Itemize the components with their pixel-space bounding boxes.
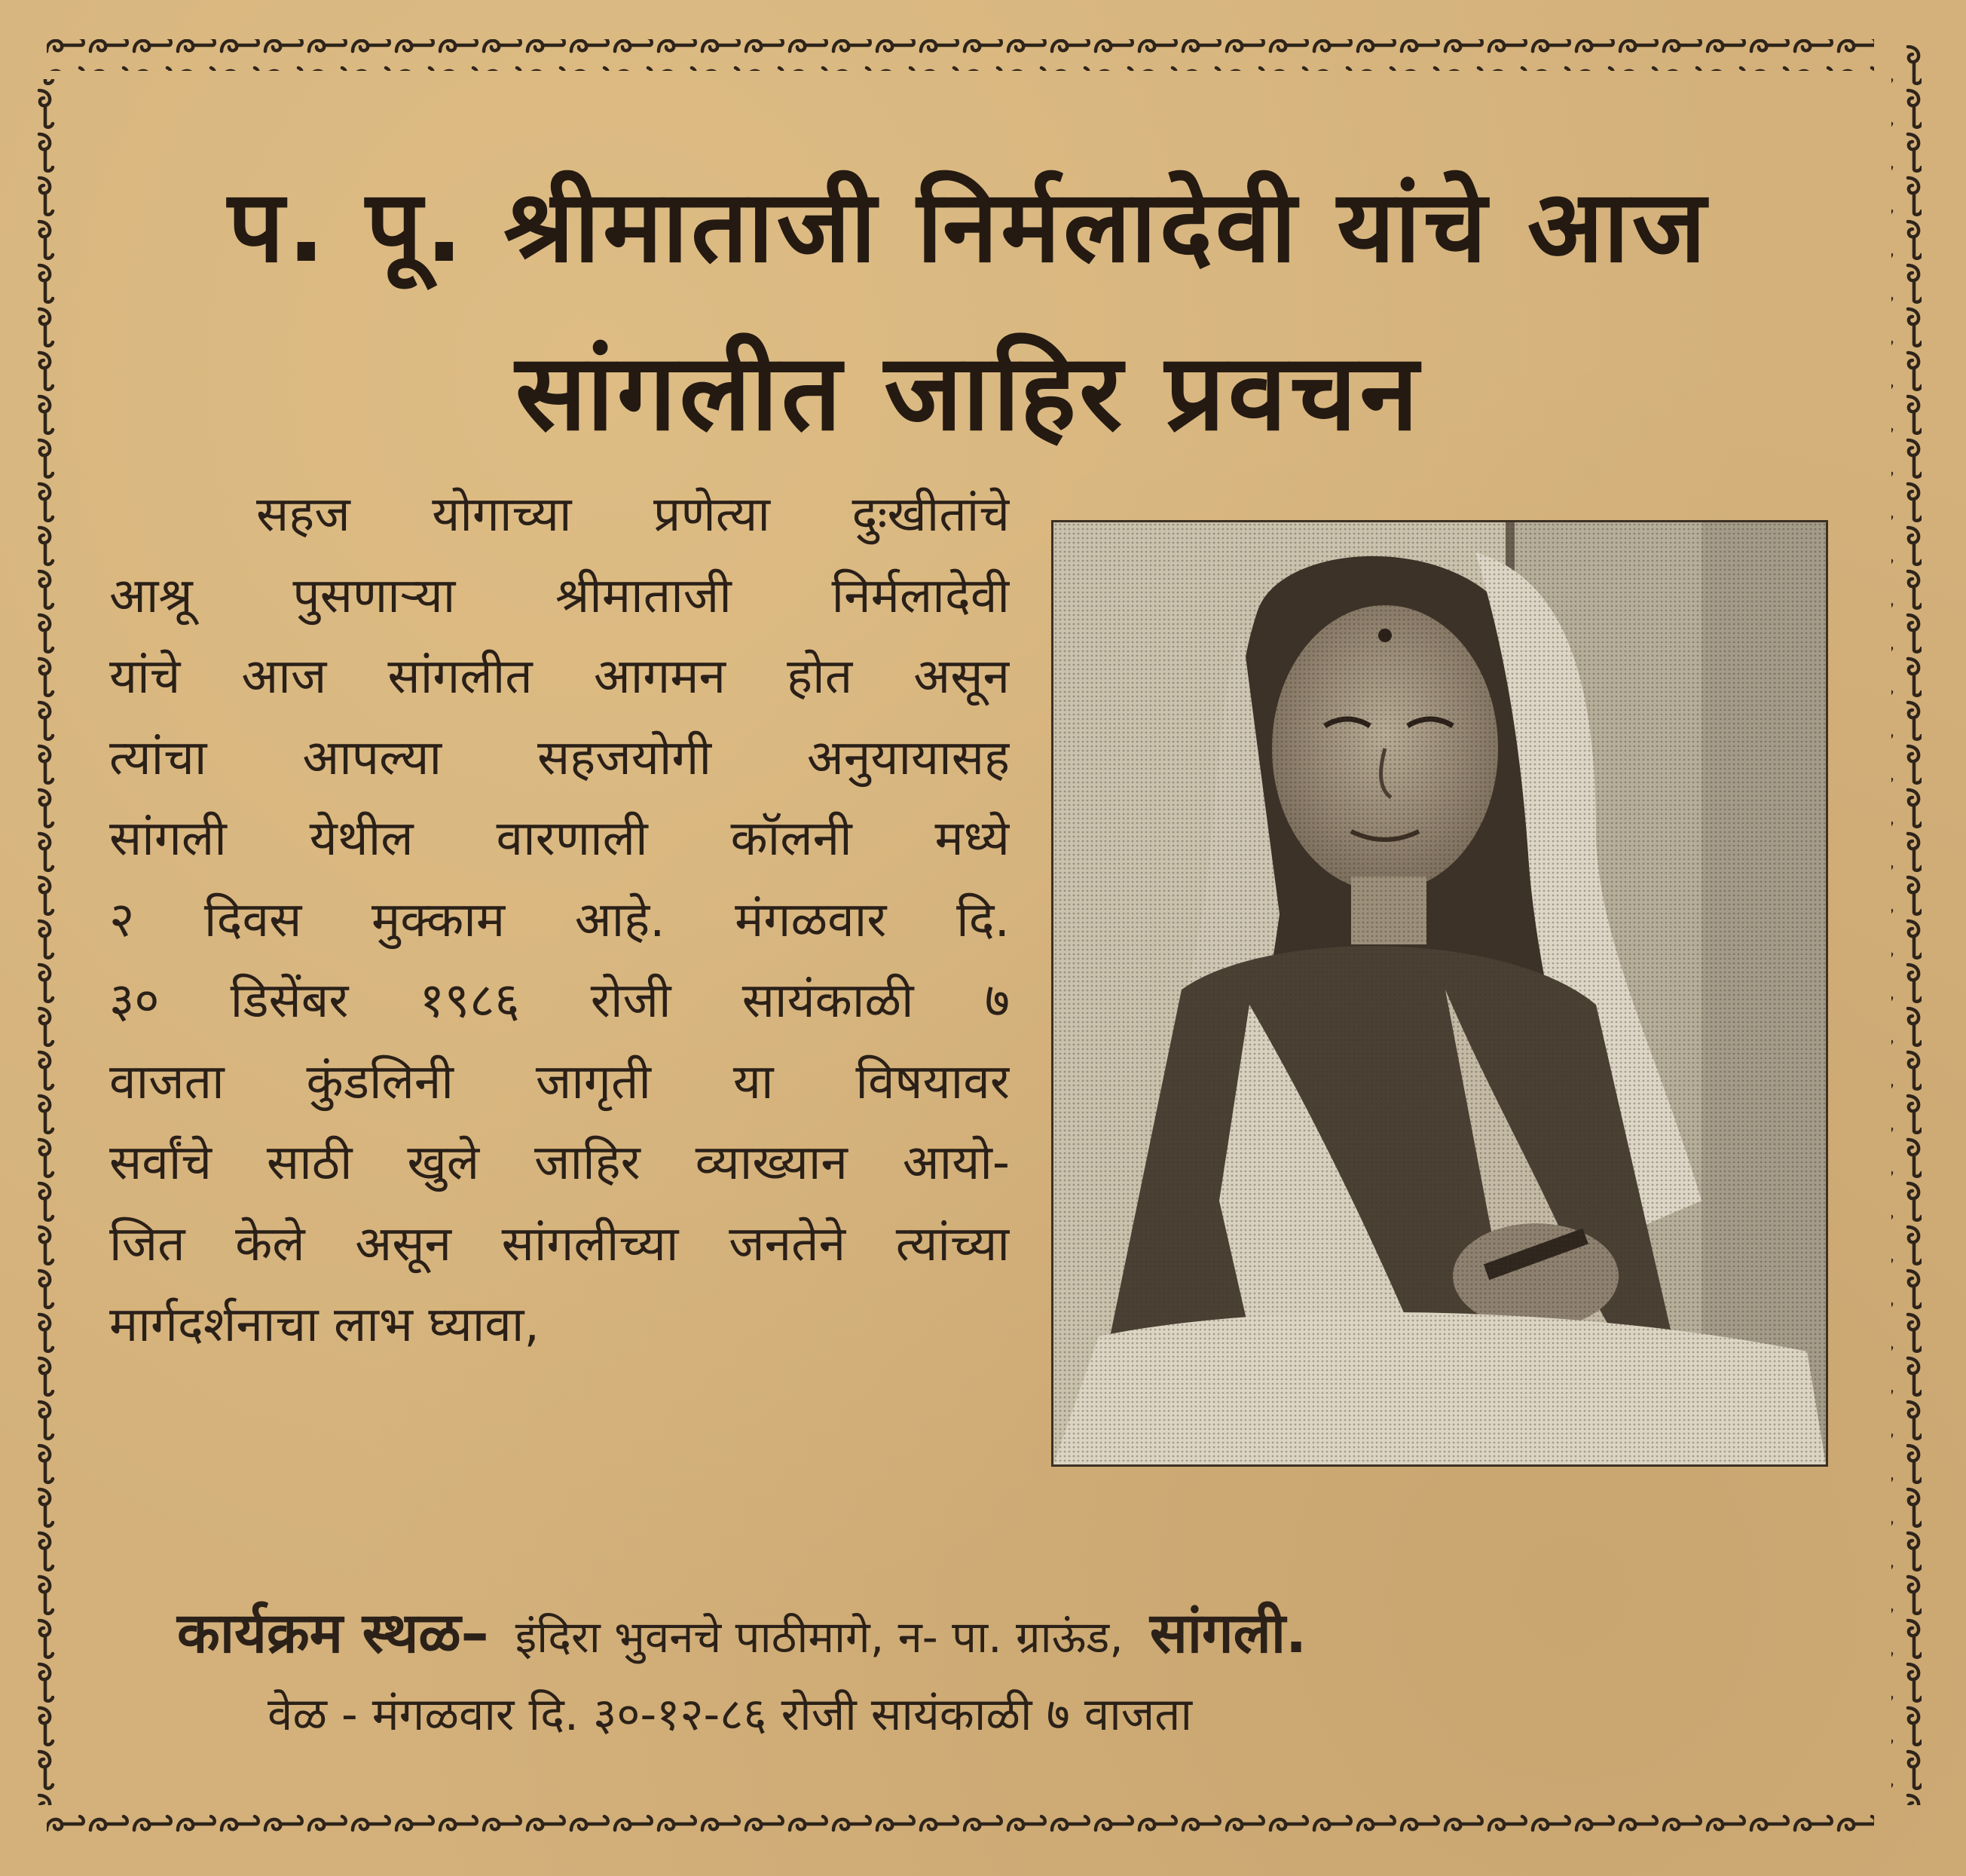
- article-line: सांगली येथील वारणाली कॉलनी मध्ये: [109, 811, 1010, 867]
- article-line: वाजता कुंडलिनी जागृती या विषयावर: [109, 1054, 1010, 1110]
- article-line: जित केले असून सांगलीच्या जनतेने त्यांच्या: [109, 1216, 1010, 1272]
- article-line: २ दिवस मुक्काम आहे. मंगळवार दि.: [109, 892, 1010, 948]
- event-time: वेळ - मंगळवार दि. ३०-१२-८६ रोजी सायंकाळी ७ वाजता: [268, 1688, 1193, 1741]
- venue-address: इंदिरा भुवनचे पाठीमागे, न- पा. ग्राऊंड,: [515, 1611, 1124, 1663]
- venue-line-main: [177, 1601, 1307, 1666]
- article-line: ३० डिसेंबर १९८६ रोजी सायंकाळी ७: [109, 973, 1010, 1029]
- border-right: [1891, 45, 1922, 1805]
- article-line: मार्गदर्शनाचा लाभ घ्यावा,: [109, 1297, 540, 1353]
- border-top: [47, 39, 1874, 71]
- article-line: सहज योगाच्या प्रणेत्या दुःखीतांचे: [256, 487, 1010, 543]
- venue-city: सांगली.: [1149, 1601, 1307, 1666]
- article-line: यांचे आज सांगलीत आगमन होत असून: [109, 649, 1010, 705]
- article-line: त्यांचा आपल्या सहजयोगी अनुयायासह: [109, 730, 1010, 786]
- article-body: [109, 475, 1010, 1366]
- venue-label: कार्यक्रम स्थळ–: [177, 1601, 489, 1666]
- article-line: सर्वांचे साठी खुले जाहिर व्याख्यान आयो-: [109, 1135, 1010, 1191]
- border-left: [30, 79, 60, 1805]
- headline-line-1: प. पू. श्रीमाताजी निर्मलादेवी यांचे आज: [228, 169, 1709, 285]
- border-bottom: [47, 1805, 1874, 1837]
- article-line: आश्रू पुसणाऱ्या श्रीमाताजी निर्मलादेवी: [109, 568, 1010, 624]
- portrait-photo: [1051, 520, 1828, 1467]
- headline-line-2: सांगलीत जाहिर प्रवचन: [515, 332, 1422, 454]
